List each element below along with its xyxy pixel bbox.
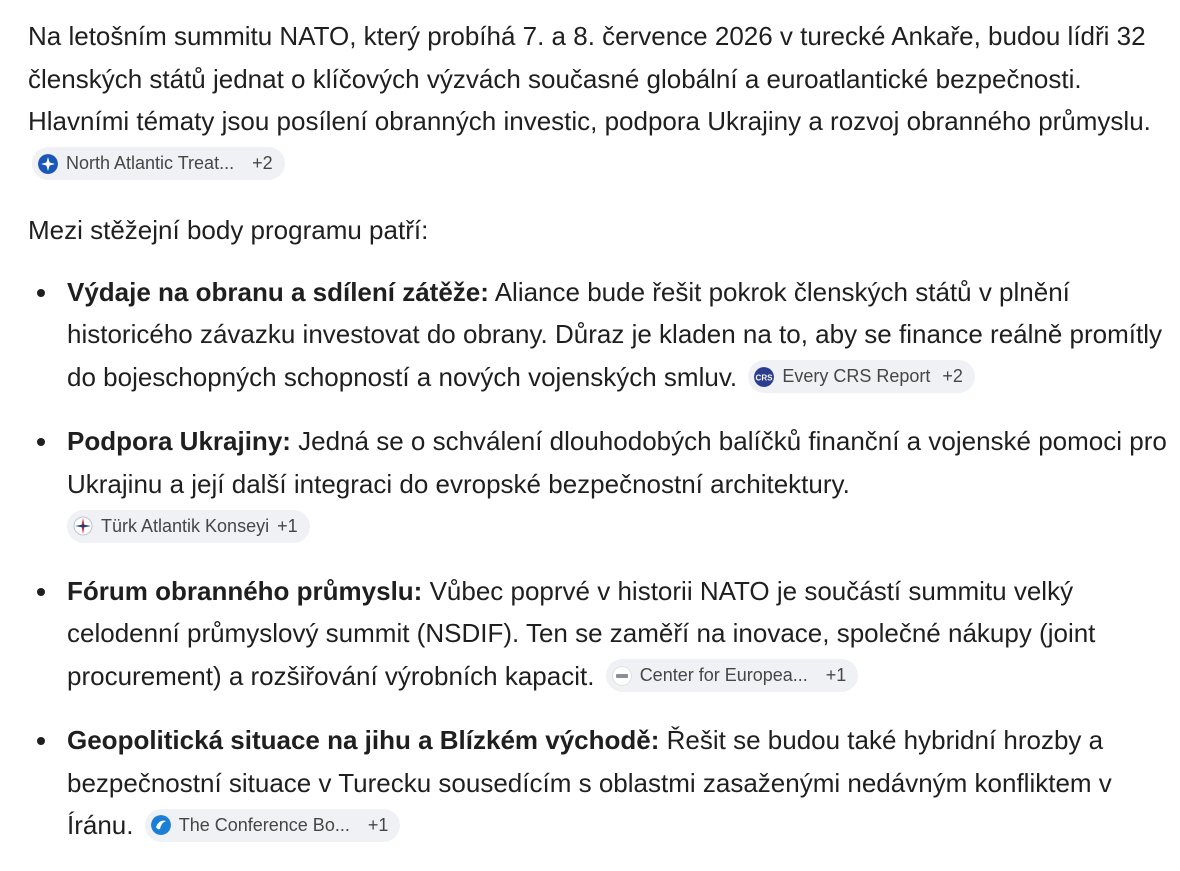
source-chip-count: +1: [367, 814, 389, 835]
source-chip-conference-board[interactable]: [145, 809, 401, 842]
source-chip-count: +1: [825, 665, 847, 686]
conference-board-icon: [151, 815, 171, 835]
item-label: Fórum obranného průmyslu:: [67, 575, 423, 606]
source-chip-label: Türk Atlantik Konseyi: [101, 515, 270, 536]
source-chip-cepa[interactable]: [606, 659, 859, 692]
item-text: Aliance bude řešit pokrok členských států v plnění historicého závazku investovat do obrany. Důraz je kladen na to, aby se finance reálně promítly do bojeschopných schopností a nových vojenských smluv.: [67, 276, 1163, 392]
nato-compass-icon: [38, 154, 58, 174]
cepa-logo-icon: [612, 666, 632, 686]
source-chip-label: Every CRS Report: [782, 366, 931, 387]
item-text: Vůbec poprvé v historii NATO je součástí summitu velký celodenní průmyslový summit (NSDIF). Ten se zaměří na inovace, společné nákupy (joint procurement) a rozšiřování výrobních kapacit.: [67, 575, 1096, 691]
intro-paragraph: [28, 15, 1170, 185]
source-chip-label: The Conference Bo...: [178, 814, 350, 835]
agenda-list: [28, 271, 1170, 847]
svg-text:CRS: CRS: [755, 373, 773, 383]
item-text: Řešit se budou také hybridní hrozby a bezpečnostní situace v Turecku sousedícím s oblastmi zasaženými nedávným konfliktem v Íránu.: [67, 725, 1112, 840]
crs-logo-icon: [754, 367, 774, 387]
item-label: Geopolitická situace na jihu a Blízkém východě:: [67, 725, 660, 755]
list-item: [67, 719, 1170, 847]
source-chip-count: +1: [277, 515, 298, 536]
source-chip-crs[interactable]: [748, 360, 975, 393]
intro-text: Na letošním summitu NATO, který probíhá 7. a 8. července 2026 v turecké Ankaře, budou lídři 32 členských států jednat o klíčových výzvách současné globální a euroatlantické bezpečnosti. Hlavními tématy jsou posílení obranných investic, podpora Ukrajiny a rozvoj obranného průmyslu.: [28, 21, 1151, 136]
source-chip-count: +2: [942, 366, 963, 387]
source-chip-nato[interactable]: [32, 147, 285, 180]
list-item: [67, 420, 1170, 548]
item-label: Podpora Ukrajiny:: [67, 426, 291, 456]
list-item: [67, 271, 1170, 399]
source-chip-label: North Atlantic Treat...: [66, 153, 235, 174]
list-lead: Mezi stěžejní body programu patří:: [28, 215, 429, 245]
source-chip-turk-atlantik[interactable]: [67, 510, 310, 543]
item-text: Jedná se o schválení dlouhodobých balíčků finanční a vojenské pomoci pro Ukrajinu a její další integraci do evropské bezpečnostní architektury.: [67, 426, 1167, 499]
source-chip-count: +2: [252, 153, 273, 174]
list-item: [67, 570, 1170, 698]
atlantic-council-icon: [73, 516, 93, 536]
source-chip-label: Center for Europea...: [639, 665, 808, 686]
item-label: Výdaje na obranu a sdílení zátěže:: [67, 276, 489, 307]
